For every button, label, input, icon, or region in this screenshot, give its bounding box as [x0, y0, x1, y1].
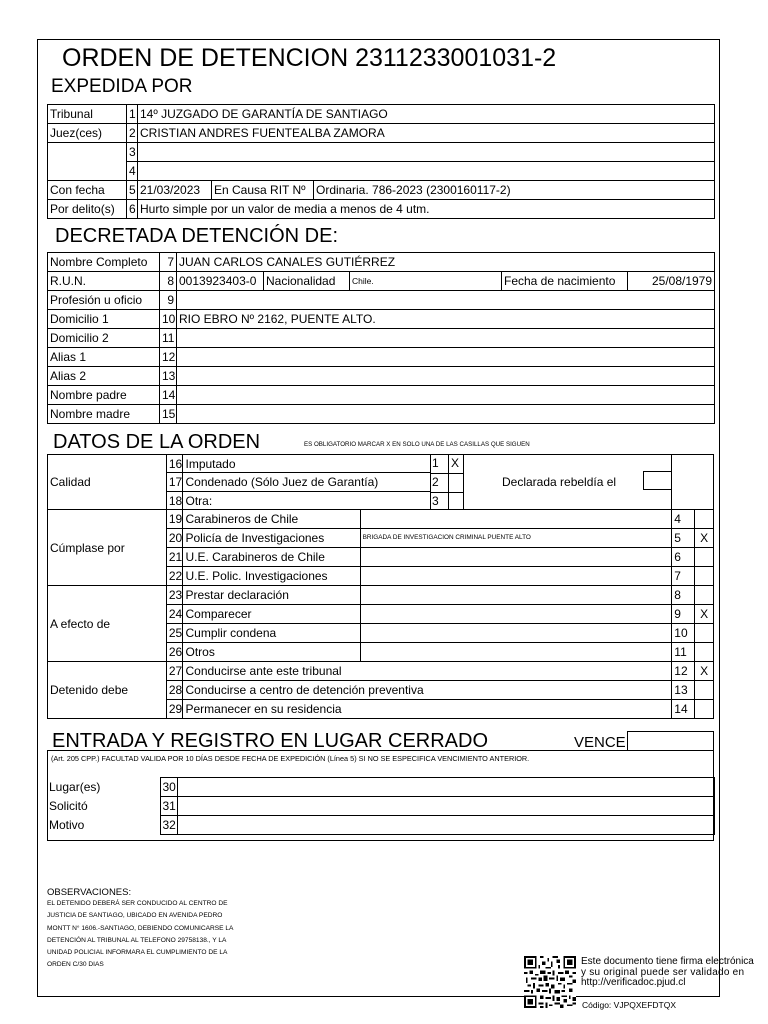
label-nombre: Nombre Completo: [48, 253, 160, 272]
label-profesion: Profesión u oficio: [48, 291, 160, 310]
field-num: 11: [160, 329, 177, 348]
mark-pdi[interactable]: X: [695, 529, 714, 548]
field-num: 8: [160, 272, 177, 291]
label-causa-rit: En Causa RIT Nº: [212, 181, 314, 200]
option-comparecer: Comparecer: [183, 605, 360, 624]
row-tribunal: [48, 105, 715, 124]
code-condenado: 2: [432, 475, 439, 489]
label-nombre-madre: Nombre madre: [48, 405, 160, 424]
option-declaracion: Prestar declaración: [183, 586, 360, 605]
field-num: 3: [127, 143, 138, 162]
option-condenado: Condenado (Sólo Juez de Garantía): [183, 473, 430, 492]
value-causa-rit: Ordinaria. 786-2023 (2300160117-2): [314, 181, 715, 200]
row-juez-3: [48, 143, 715, 162]
field-num: 4: [127, 162, 138, 181]
expedida-table: [47, 104, 715, 219]
value-motivo[interactable]: [177, 816, 714, 835]
code-carabineros: 4: [672, 510, 695, 529]
label-fecha-nacimiento: Fecha de nacimiento: [502, 272, 628, 291]
datos-orden-note: ES OBLIGATORIO MARCAR X EN SOLO UNA DE LAS CASILLAS QUE SIGUEN: [304, 441, 530, 448]
verificadoc-link[interactable]: http://verificadoc.pjud.cl: [581, 977, 686, 988]
label-delito: Por delito(s): [48, 200, 127, 219]
code-otra: 3: [432, 494, 439, 508]
vence-date-box[interactable]: [627, 731, 714, 751]
mark-centro-detencion[interactable]: [695, 681, 714, 700]
field-num: 28: [166, 681, 183, 700]
entrada-note: (Art. 205 CPP.) FACULTAD VALIDA POR 10 DÍAS DESDE FECHA DE EXPEDICIÓN (Línea 5) SI NO SE ESPECIFICA VENCIMIENTO ANTERIOR.: [51, 754, 530, 763]
label-domicilio-2: Domicilio 2: [48, 329, 160, 348]
value-alias-2: [177, 367, 715, 386]
label-tribunal: Tribunal: [48, 105, 127, 124]
code-ue-carabineros: 6: [672, 548, 695, 567]
firma-electronica-text: [581, 957, 754, 989]
mark-ue-carabineros[interactable]: [695, 548, 714, 567]
label-vence: VENCE: [574, 734, 626, 751]
observaciones-line: EL DETENIDO DEBERÁ SER CONDUCIDO AL CENTRO DE: [47, 900, 228, 907]
row-domicilio-1: [48, 310, 715, 329]
code-comparecer: 9: [672, 605, 695, 624]
orden-table: [47, 454, 714, 719]
code-centro-detencion: 13: [672, 681, 695, 700]
option-imputado: Imputado: [183, 455, 430, 473]
field-num: 31: [160, 797, 177, 816]
label-cumplase: Cúmplase por: [48, 510, 167, 586]
mark-conducirse-tribunal[interactable]: X: [695, 662, 714, 681]
field-num: 32: [160, 816, 177, 835]
row-delito: [48, 200, 715, 219]
label-lugares: Lugar(es): [49, 780, 101, 794]
value-delito: Hurto simple por un valor de media a menos de 4 utm.: [138, 200, 715, 219]
field-num: 18: [166, 492, 183, 510]
value-juez-3: [138, 143, 715, 162]
field-num: 29: [166, 700, 183, 719]
field-num: 27: [166, 662, 183, 681]
label-empty: [48, 143, 127, 162]
detail-empty: [360, 605, 672, 624]
field-num: 17: [166, 473, 183, 492]
code-cumplir-condena: 10: [672, 624, 695, 643]
field-num: 2: [127, 124, 138, 143]
label-run: R.U.N.: [48, 272, 160, 291]
mark-ue-pdi[interactable]: [695, 567, 714, 586]
row-divider: [430, 492, 464, 493]
field-num: 14: [160, 386, 177, 405]
label-solicito: Solicitó: [49, 799, 88, 813]
decretada-heading: DECRETADA DETENCIÓN DE:: [55, 225, 338, 247]
field-num: 26: [166, 643, 183, 662]
value-nombre: JUAN CARLOS CANALES GUTIÉRREZ: [177, 253, 715, 272]
observaciones-line: ORDEN C/30 DIAS: [47, 961, 104, 969]
value-nacionalidad: Chile.: [350, 272, 502, 291]
row-alias-2: [48, 367, 715, 386]
value-run: 0013923403-0: [177, 272, 264, 291]
mark-otros[interactable]: [695, 643, 714, 662]
label-alias-2: Alias 2: [48, 367, 160, 386]
value-nombre-madre: [177, 405, 715, 424]
field-num: 6: [127, 200, 138, 219]
expedida-por-heading: EXPEDIDA POR: [51, 76, 193, 97]
option-pdi: Policía de Investigaciones: [183, 529, 360, 548]
detail-ue-pdi: [360, 567, 672, 586]
row-carabineros: [48, 510, 714, 529]
code-conducirse-tribunal: 12: [672, 662, 695, 681]
value-profesion: [177, 291, 715, 310]
option-ue-pdi: U.E. Polic. Investigaciones: [183, 567, 360, 586]
field-num: 1: [127, 105, 138, 124]
label-motivo: Motivo: [49, 818, 85, 832]
field-num: 24: [166, 605, 183, 624]
observaciones-line: UNIDAD POLICIAL INFORMARA EL CUMPLIMIENTO DE LA: [47, 949, 228, 957]
datos-orden-heading: DATOS DE LA ORDEN: [53, 431, 261, 453]
option-otros: Otros: [183, 643, 360, 662]
option-conducirse-tribunal: Conducirse ante este tribunal: [183, 662, 672, 681]
row-juez: [48, 124, 715, 143]
field-num: 19: [166, 510, 183, 529]
field-num: 23: [166, 586, 183, 605]
field-num: 22: [166, 567, 183, 586]
row-domicilio-2: [48, 329, 715, 348]
option-centro-detencion: Conducirse a centro de detención preventiva: [183, 681, 672, 700]
row-con-fecha: [48, 181, 715, 200]
row-imputado: [48, 455, 714, 473]
row-lugares: [47, 778, 714, 797]
observaciones-line: MONTT N° 1606.-SANTIAGO, DEBIENDO COMUNICARSE LA: [47, 924, 234, 932]
spacer: [672, 473, 714, 492]
row-declaracion: [48, 586, 714, 605]
label-con-fecha: Con fecha: [48, 181, 127, 200]
code-ue-pdi: 7: [672, 567, 695, 586]
row-juez-4: [48, 162, 715, 181]
code-pdi: 5: [672, 529, 695, 548]
field-num: 12: [160, 348, 177, 367]
label-alias-1: Alias 1: [48, 348, 160, 367]
mark-cumplir-condena[interactable]: [695, 624, 714, 643]
code-declaracion: 8: [672, 586, 695, 605]
firma-line: y su original puede ser validado en: [581, 966, 745, 978]
field-num: 9: [160, 291, 177, 310]
detail-carabineros: [360, 510, 672, 529]
observaciones-heading: OBSERVACIONES:: [47, 887, 132, 898]
label-domicilio-1: Domicilio 1: [48, 310, 160, 329]
document-title: ORDEN DE DETENCION 2311233001031-2: [62, 44, 557, 72]
row-profesion: [48, 291, 715, 310]
observaciones-line: DETENCIÓN AL TRIBUNAL AL TELEFONO 29758138., Y LA: [47, 936, 227, 944]
value-domicilio-1: RIO EBRO Nº 2162, PUENTE ALTO.: [177, 310, 715, 329]
field-num: 5: [127, 181, 138, 200]
field-num: 21: [166, 548, 183, 567]
row-solicito: [47, 797, 714, 816]
label-calidad: Calidad: [48, 455, 167, 510]
detail-ue-carabineros: [360, 548, 672, 567]
mark-residencia[interactable]: [695, 700, 714, 719]
qr-code-icon[interactable]: [524, 956, 576, 1008]
value-solicito[interactable]: [177, 797, 714, 816]
row-divider: [430, 473, 464, 474]
field-num: 20: [166, 529, 183, 548]
label-efecto: A efecto de: [48, 586, 167, 662]
option-otra: Otra:: [183, 492, 430, 510]
row-run: [48, 272, 715, 291]
code-residencia: 14: [672, 700, 695, 719]
row-conducirse-tribunal: [48, 662, 714, 681]
spacer: [672, 455, 714, 473]
value-tribunal: 14º JUZGADO DE GARANTÍA DE SANTIAGO: [138, 105, 715, 124]
label-empty: [48, 162, 127, 181]
mark-carabineros[interactable]: [695, 510, 714, 529]
row-alias-1: [48, 348, 715, 367]
field-num: 16: [166, 455, 183, 473]
observaciones-text: [47, 898, 233, 972]
rebeldia-date-box[interactable]: [643, 471, 672, 490]
mark-imputado[interactable]: X: [451, 456, 460, 470]
detail-empty: [360, 586, 672, 605]
row-nombre-madre: [48, 405, 715, 424]
field-num: 25: [166, 624, 183, 643]
label-juez: Juez(ces): [48, 124, 127, 143]
detail-empty: [360, 643, 672, 662]
field-num: 30: [160, 778, 177, 797]
value-fecha-nacimiento: 25/08/1979: [628, 272, 715, 291]
value-juez: CRISTIAN ANDRES FUENTEALBA ZAMORA: [138, 124, 715, 143]
field-num: 15: [160, 405, 177, 424]
option-cumplir-condena: Cumplir condena: [183, 624, 360, 643]
entrada-heading: ENTRADA Y REGISTRO EN LUGAR CERRADO: [52, 730, 489, 752]
option-carabineros: Carabineros de Chile: [183, 510, 360, 529]
entrada-table: [47, 777, 715, 835]
value-domicilio-2: [177, 329, 715, 348]
code-imputado: 1: [432, 456, 439, 470]
value-fecha: 21/03/2023: [138, 181, 212, 200]
detail-empty: [360, 624, 672, 643]
option-ue-carabineros: U.E. Carabineros de Chile: [183, 548, 360, 567]
field-num: 10: [160, 310, 177, 329]
label-nacionalidad: Nacionalidad: [264, 272, 350, 291]
observaciones-line: JUSTICIA DE SANTIAGO, UBICADO EN AVENIDA PEDRO: [47, 912, 223, 920]
detail-pdi: BRIGADA DE INVESTIGACION CRIMINAL PUENTE ALTO: [360, 529, 672, 548]
calidad-code-area: [430, 455, 672, 510]
row-nombre-padre: [48, 386, 715, 405]
row-motivo: [47, 816, 714, 835]
decretada-table: [47, 252, 715, 424]
value-juez-4: [138, 162, 715, 181]
field-num: 13: [160, 367, 177, 386]
option-residencia: Permanecer en su residencia: [183, 700, 672, 719]
firma-line: Este documento tiene firma electrónica: [581, 956, 754, 967]
code-otros: 11: [672, 643, 695, 662]
value-nombre-padre: [177, 386, 715, 405]
spacer: [672, 492, 714, 510]
label-detenido: Detenido debe: [48, 662, 167, 719]
value-lugares[interactable]: [177, 778, 714, 797]
codigo-verificacion: Código: VJPQXEFDTQX: [582, 1000, 677, 1010]
value-alias-1: [177, 348, 715, 367]
label-nombre-padre: Nombre padre: [48, 386, 160, 405]
mark-declaracion[interactable]: [695, 586, 714, 605]
label-rebeldia: Declarada rebeldía el: [502, 475, 617, 489]
field-num: 7: [160, 253, 177, 272]
mark-comparecer[interactable]: X: [695, 605, 714, 624]
row-nombre: [48, 253, 715, 272]
